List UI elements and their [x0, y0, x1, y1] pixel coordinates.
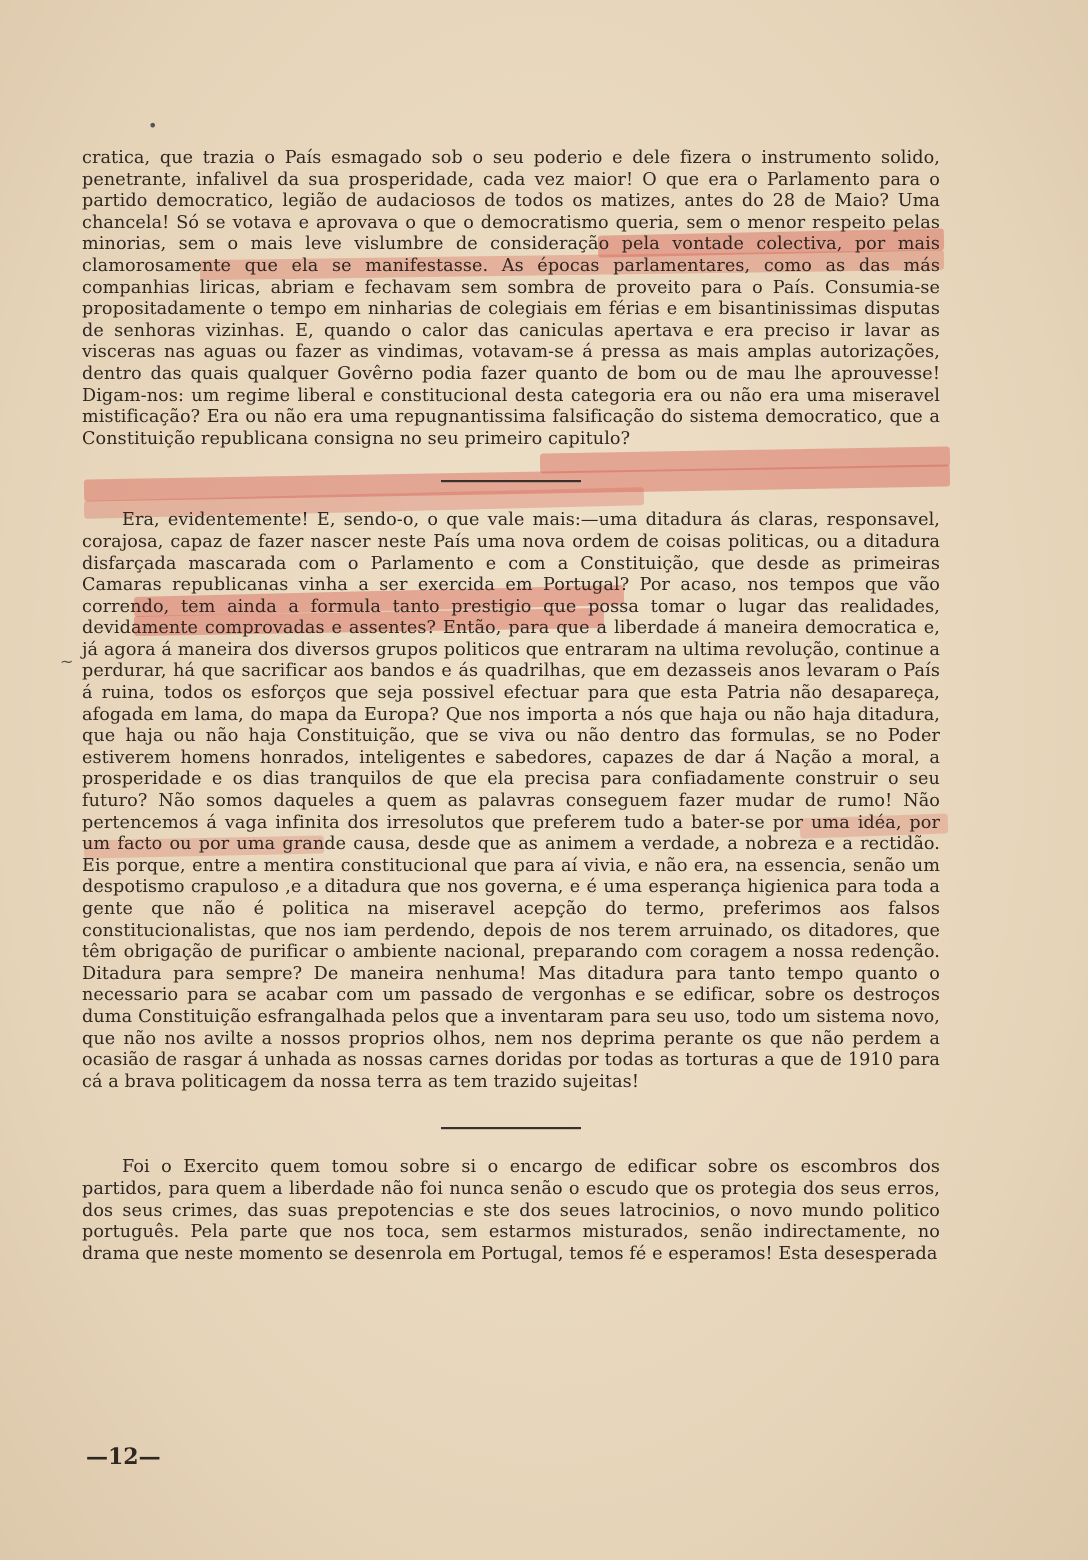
paragraph-text: Era, evidentemente! E, sendo-o, o que vale mais:—uma ditadura ás claras, responsavel, corajosa, capaz de fazer nascer neste País uma nova ordem de coisas politicas, ou a ditadura disfarçada mascarada com o Parlamento e com a Constituição, que desde as primeiras Camaras republicanas vinha a ser exercida em Portugal? Por acaso, nos tempos que vão correndo, tem ainda a formula tanto prestigio que possa tomar o lugar das realidades, devidamente comprovadas e assentes? Então, para que a liberdade á maneira democratica e, já agora á maneira dos diversos grupos politicos que entraram na ultima revolução, continue a perdurar, há que sacrificar aos bandos e ás quadrilhas, que em dezasseis anos levaram o País á ruina, todos os esforços que seja possivel efectuar para que esta Patria não desapareça, afogada em lama, do mapa da Europa? Que nos importa a nós que haja ou não haja ditadura, que haja ou não haja Constituição, que se viva ou não dentro das formulas, se no Poder estiverem homens honrados, inteligentes e sabedores, capazes de dar á Nação a moral, a prosperidade e os dias tranquilos de que ela precisa para confiadamente construir o seu futuro? Não somos daqueles a quem as palavras conseguem fazer mudar de rumo! Não pertencemos á vaga infinita dos irresolutos que preferem tudo a bater-se por uma idéa, por um facto ou por uma grande causa, desde que as animem a verdade, a nobreza e a rectidão. Eis porque, entre a mentira constitucional que para aí vivia, e não era, na essencia, senão um despotismo crapuloso ,e a ditadura que nos governa, e é uma esperança higienica para toda a gente que não é politica na miseravel acepção do termo, preferimos aos falsos constitucionalistas, que nos iam perdendo, depois de nos terem arruinado, os ditadores, que têm obrigação de purificar o ambiente nacional, preparando com coragem a nossa redenção. Ditadura para sempre? De maneira nenhuma! Mas ditadura para tanto tempo quanto o necessario para se acabar com um passado de vergonhas e se edificar, sobre os destroços duma Constituição esfrangalhada pelos que a inventaram para seu uso, todo um sistema novo, que não nos avilte a nossos proprios olhos, nem nos deprima perante os que não perdem a ocasião de rasgar á unhada as nossas carnes doridas por todas as torturas a que de 1910 para cá a brava politicagem da nossa terra as tem trazido sujeitas! [82, 510, 940, 1092]
paragraph-text: Foi o Exercito quem tomou sobre si o encargo de edificar sobre os escombros dos partidos, para quem a liberdade não foi nunca senão o escudo que os protegia dos seus erros, dos seus crimes, das suas prepotencias e ste dos seues latrocinios, o novo mundo politico português. Pela parte que nos toca, sem estarmos misturados, senão indirectamente, no drama que neste momento se desenrola em Portugal, temos fé e esperamos! Esta desesperada [82, 1157, 940, 1264]
document-page [82, 148, 940, 1265]
section-divider [441, 480, 581, 482]
margin-dot-mark: • [148, 116, 158, 135]
section-divider [441, 1127, 581, 1129]
margin-dash-mark: ~ [60, 652, 74, 671]
paragraph [82, 510, 940, 1093]
paragraph-continued: cratica, que trazia o País esmagado sob o seu poderio e dele fizera o instrumento solido, penetrante, infalivel da sua prosperidade, cada vez maior! O que era o Parlamento para o partido democratico, legião de audaciosos de todos os matizes, antes do 28 de Maio? Uma chancela! Só se votava e aprovava o que o democratismo queria, sem o menor respeito pelas minorias, sem o mais leve vislumbre de consideração pela vontade colectiva, por mais clamorosamente que ela se manifestasse. As épocas parlamentares, como as das más companhias liricas, abriam e fechavam sem sombra de proveito para o País. Consumia-se propositadamente o tempo em ninharias de colegiais em férias e em bisantinissimas disputas de senhoras vizinhas. E, quando o calor das caniculas apertava e era preciso ir lavar as visceras nas aguas ou fazer as vindimas, votavam-se á pressa as mais amplas autorizações, dentro das quais qualquer Govêrno podia fazer quanto de bom ou de mau lhe aprouvesse! Digam-nos: um regime liberal e constitucional desta categoria era ou não era uma miseravel mistificação? Era ou não era uma repugnantissima falsificação do sistema democratico, que a Constituição republicana consigna no seu primeiro capitulo? [82, 148, 940, 449]
paragraph [82, 1157, 940, 1265]
page-number: —12— [86, 1444, 161, 1470]
